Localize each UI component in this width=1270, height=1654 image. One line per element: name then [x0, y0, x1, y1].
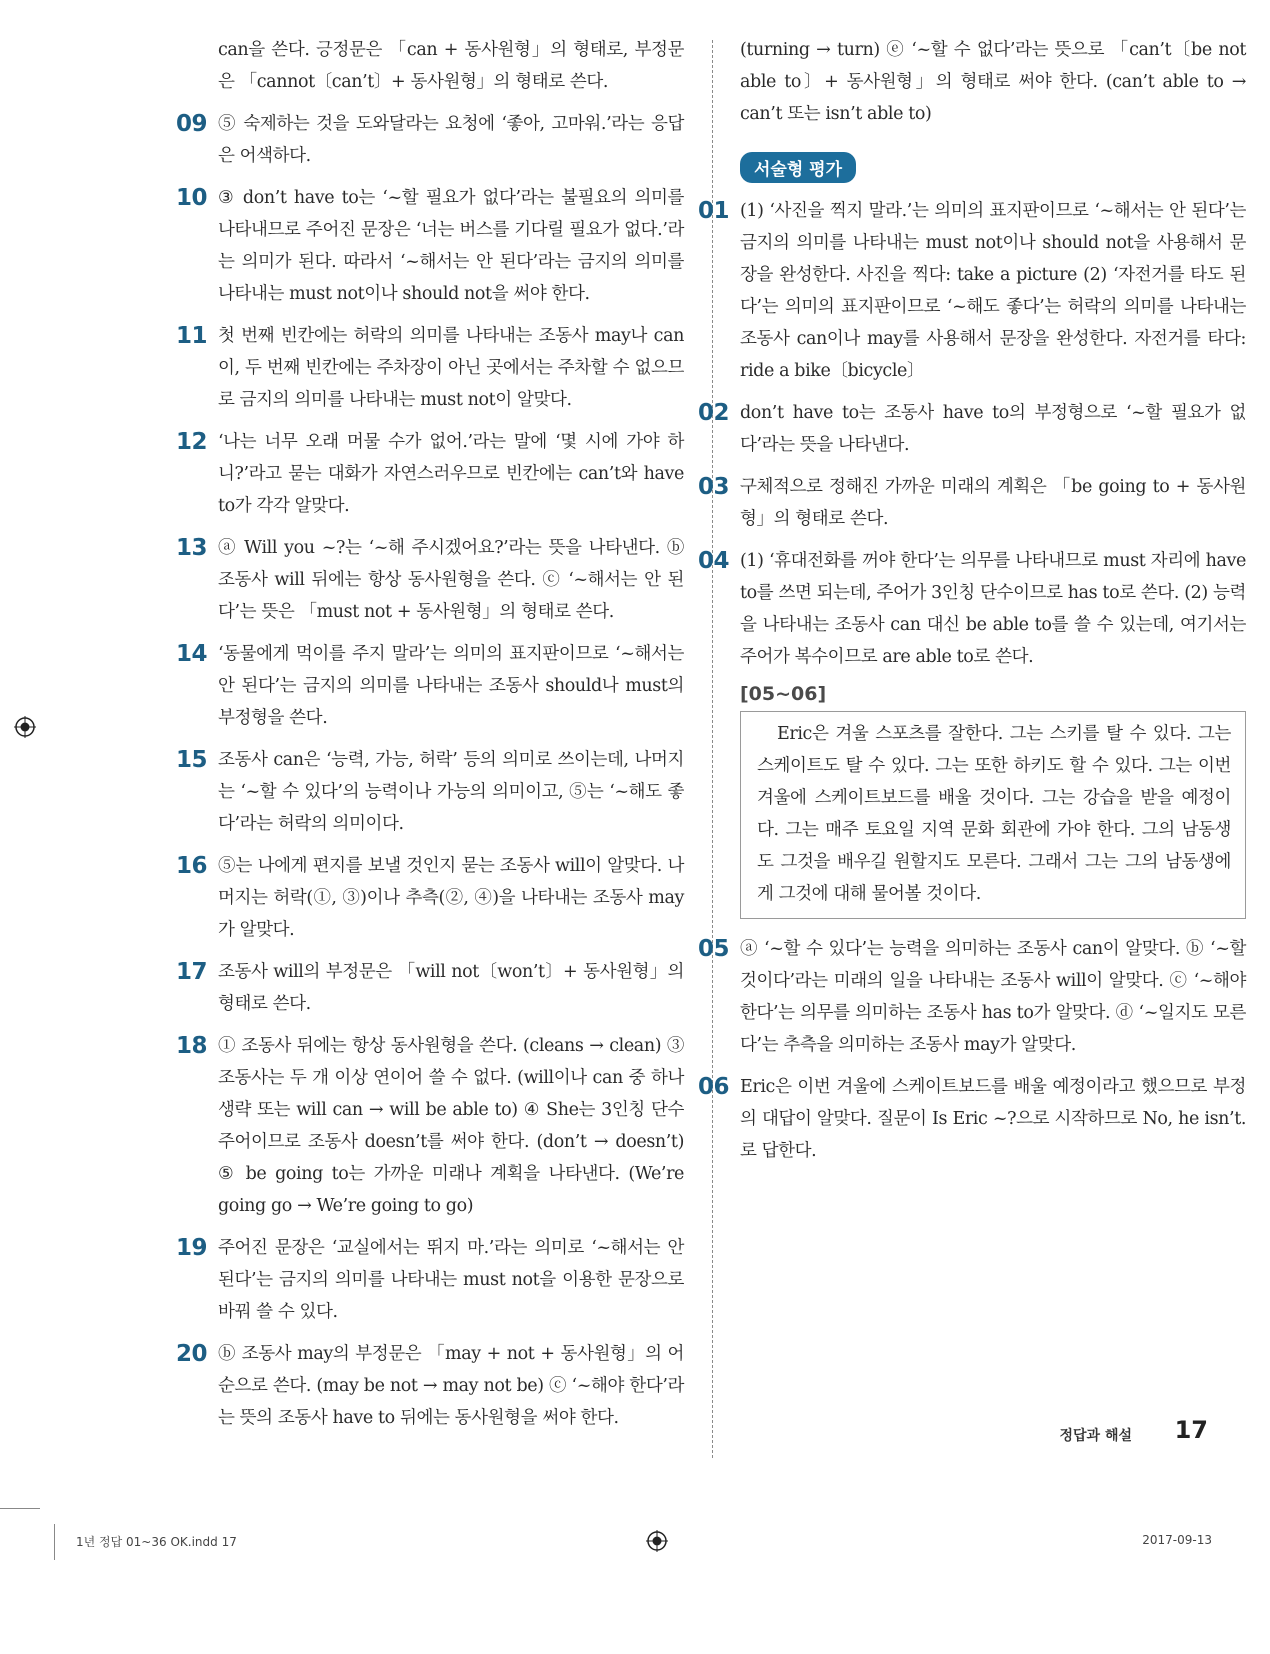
item-number: 05	[698, 936, 730, 962]
answer-item-09	[176, 108, 684, 172]
answer-item-16	[176, 850, 684, 946]
crop-mark	[0, 1508, 40, 1509]
item-text: ‘동물에게 먹이를 주지 말라’는 의미의 표지판이므로 ‘~해서는 안 된다’는 금지의 의미를 나타내는 조동사 should나 must의 부정형을 쓴다.	[218, 644, 684, 728]
essay-item-01	[698, 195, 1246, 387]
footer-section-label: 정답과 해설	[1059, 1428, 1132, 1444]
item-text: 조동사 will의 부정문은 「will not〔won’t〕+ 동사원형」의 형태로 쓴다.	[218, 962, 684, 1014]
answer-item-13	[176, 532, 684, 628]
item-number: 20	[176, 1341, 208, 1367]
essay-item-04	[698, 545, 1246, 673]
essay-item-02	[698, 397, 1246, 461]
answer-item-12	[176, 426, 684, 522]
item-number: 11	[176, 323, 208, 349]
item-number: 13	[176, 535, 208, 561]
print-slug-date: 2017-09-13	[1142, 1533, 1212, 1547]
answer-item-19	[176, 1232, 684, 1328]
item-number: 10	[176, 185, 208, 211]
answer-item-15	[176, 744, 684, 840]
item-number: 18	[176, 1033, 208, 1059]
item-text: ③ don’t have to는 ‘~할 필요가 없다’라는 불필요의 의미를 나타내므로 주어진 문장은 ‘너는 버스를 기다릴 필요가 없다.’라는 의미가 된다. 따라서 ‘~해서는 안 된다’라는 금지의 의미를 나타내는 must not이나 should not을 써야 한다.	[218, 188, 684, 304]
registration-mark-icon	[14, 716, 36, 738]
item-number: 01	[698, 198, 730, 224]
section-header	[740, 140, 1246, 195]
item-number: 15	[176, 747, 208, 773]
item-text: 구체적으로 정해진 가까운 미래의 계획은 「be going to + 동사원형」의 형태로 쓴다.	[740, 477, 1246, 529]
item-number	[176, 34, 218, 98]
item-number: 16	[176, 853, 208, 879]
item-number: 03	[698, 474, 730, 500]
reading-passage: Eric은 겨울 스포츠를 잘한다. 그는 스키를 탈 수 있다. 그는 스케이트도 탈 수 있다. 그는 또한 하키도 할 수 있다. 그는 이번 겨울에 스케이트보드를 배울 것이다. 그는 강습을 받을 예정이다. 그는 매주 토요일 지역 문화 회관에 가야 한다. 그의 남동생도 그것을 배우길 원할지도 모른다. 그래서 그는 그의 남동생에게 그것에 대해 물어볼 것이다.	[740, 711, 1246, 919]
item-text: can을 쓴다. 긍정문은 「can + 동사원형」의 형태로, 부정문은 「cannot〔can’t〕+ 동사원형」의 형태로 쓴다.	[218, 40, 684, 92]
item-text: (1) ‘휴대전화를 꺼야 한다’는 의무를 나타내므로 must 자리에 have to를 쓰면 되는데, 주어가 3인칭 단수이므로 has to로 쓴다. (2) 능력을 나타내는 조동사 can 대신 be able to를 쓸 수 있는데, 여기서는 주어가 복수이므로 are able to로 쓴다.	[740, 551, 1246, 667]
left-column	[176, 34, 684, 1444]
essay-item-06	[698, 1071, 1246, 1167]
continued-explanation: (turning → turn) ⓔ ‘~할 수 없다’라는 뜻으로 「can’t〔be not able to〕+ 동사원형」의 형태로 써야 한다. (can’t able to → can’t 또는 isn’t able to)	[740, 40, 1246, 124]
answer-item-10	[176, 182, 684, 310]
essay-item-05	[698, 933, 1246, 1061]
question-range-label: [05~06]	[740, 683, 827, 705]
crop-mark	[54, 1524, 55, 1560]
item-text: ⑤ 숙제하는 것을 도와달라는 요청에 ‘좋아, 고마워.’라는 응답은 어색하다.	[218, 114, 684, 166]
item-number: 17	[176, 959, 208, 985]
item-text: ⓑ 조동사 may의 부정문은 「may + not + 동사원형」의 어순으로 쓴다. (may be not → may not be) ⓒ ‘~해야 한다’라는 뜻의 조동사 have to 뒤에는 동사원형을 써야 한다.	[218, 1344, 684, 1428]
item-text: Eric은 이번 겨울에 스케이트보드를 배울 예정이라고 했으므로 부정의 대답이 알맞다. 질문이 Is Eric ~?으로 시작하므로 No, he isn’t.로 답한다.	[740, 1077, 1246, 1161]
item-number: 12	[176, 429, 208, 455]
essay-item-03	[698, 471, 1246, 535]
item-number: 02	[698, 400, 730, 426]
answer-item-11	[176, 320, 684, 416]
right-column	[698, 34, 1246, 1177]
registration-mark-icon	[646, 1530, 668, 1552]
print-slug-file: 1년 정답 01~36 OK.indd 17	[76, 1535, 237, 1549]
page-number: 17	[1174, 1416, 1208, 1444]
item-text: 주어진 문장은 ‘교실에서는 뛰지 마.’라는 의미로 ‘~해서는 안 된다’는 금지의 의미를 나타내는 must not을 이용한 문장으로 바꿔 쓸 수 있다.	[218, 1238, 684, 1322]
item-text: (1) ‘사진을 찍지 말라.’는 의미의 표지판이므로 ‘~해서는 안 된다’는 금지의 의미를 나타내는 must not이나 should not을 사용해서 문장을 완성한다. 사진을 찍다: take a picture (2) ‘자전거를 타도 된다’는 의미의 표지판이므로 ‘~해도 좋다’는 허락의 의미를 나타내는 조동사 can이나 may를 사용해서 문장을 완성한다. 자전거를 타다: ride a bike〔bicycle〕	[740, 201, 1246, 381]
answer-item-14	[176, 638, 684, 734]
item-number: 19	[176, 1235, 208, 1261]
item-number: 04	[698, 548, 730, 574]
item-text: ⓐ ‘~할 수 있다’는 능력을 의미하는 조동사 can이 알맞다. ⓑ ‘~할 것이다’라는 미래의 일을 나타내는 조동사 will이 알맞다. ⓒ ‘~해야 한다’는 의무를 의미하는 조동사 has to가 알맞다. ⓓ ‘~일지도 모른다’는 추측을 의미하는 조동사 may가 알맞다.	[740, 939, 1246, 1055]
answer-item-20	[176, 1338, 684, 1434]
item-text: ⑤는 나에게 편지를 보낼 것인지 묻는 조동사 will이 알맞다. 나머지는 허락(①, ③)이나 추측(②, ④)을 나타내는 조동사 may가 알맞다.	[218, 856, 684, 940]
item-text: 조동사 can은 ‘능력, 가능, 허락’ 등의 의미로 쓰이는데, 나머지는 ‘~할 수 있다’의 능력이나 가능의 의미이고, ⑤는 ‘~해도 좋다’라는 허락의 의미이다.	[218, 750, 684, 834]
item-text: don’t have to는 조동사 have to의 부정형으로 ‘~할 필요가 없다’라는 뜻을 나타낸다.	[740, 403, 1246, 455]
answer-item-17	[176, 956, 684, 1020]
item-text: ⓐ Will you ~?는 ‘~해 주시겠어요?’라는 뜻을 나타낸다. ⓑ 조동사 will 뒤에는 항상 동사원형을 쓴다. ⓒ ‘~해서는 안 된다’는 뜻은 「must not + 동사원형」의 형태로 쓴다.	[218, 538, 684, 622]
answer-item-18	[176, 1030, 684, 1222]
item-number: 09	[176, 111, 208, 137]
answer-item-continued	[176, 34, 684, 98]
item-text: ‘나는 너무 오래 머물 수가 없어.’라는 말에 ‘몇 시에 가야 하니?’라고 묻는 대화가 자연스러우므로 빈칸에는 can’t와 have to가 각각 알맞다.	[218, 432, 684, 516]
item-text: ① 조동사 뒤에는 항상 동사원형을 쓴다. (cleans → clean) ③ 조동사는 두 개 이상 연이어 쓸 수 없다. (will이나 can 중 하나 생략 또는 will can → will be able to) ④ She는 3인칭 단수주어이므로 조동사 doesn’t를 써야 한다. (don’t → doesn’t) ⑤ be going to는 가까운 미래나 계획을 나타낸다. (We’re going go → We’re going to go)	[218, 1036, 684, 1216]
item-number: 14	[176, 641, 208, 667]
section-badge: 서술형 평가	[740, 152, 856, 183]
item-text: 첫 번째 빈칸에는 허락의 의미를 나타내는 조동사 may나 can이, 두 번째 빈칸에는 주차장이 아닌 곳에서는 주차할 수 없으므로 금지의 의미를 나타내는 must not이 알맞다.	[218, 326, 684, 410]
item-number: 06	[698, 1074, 730, 1100]
